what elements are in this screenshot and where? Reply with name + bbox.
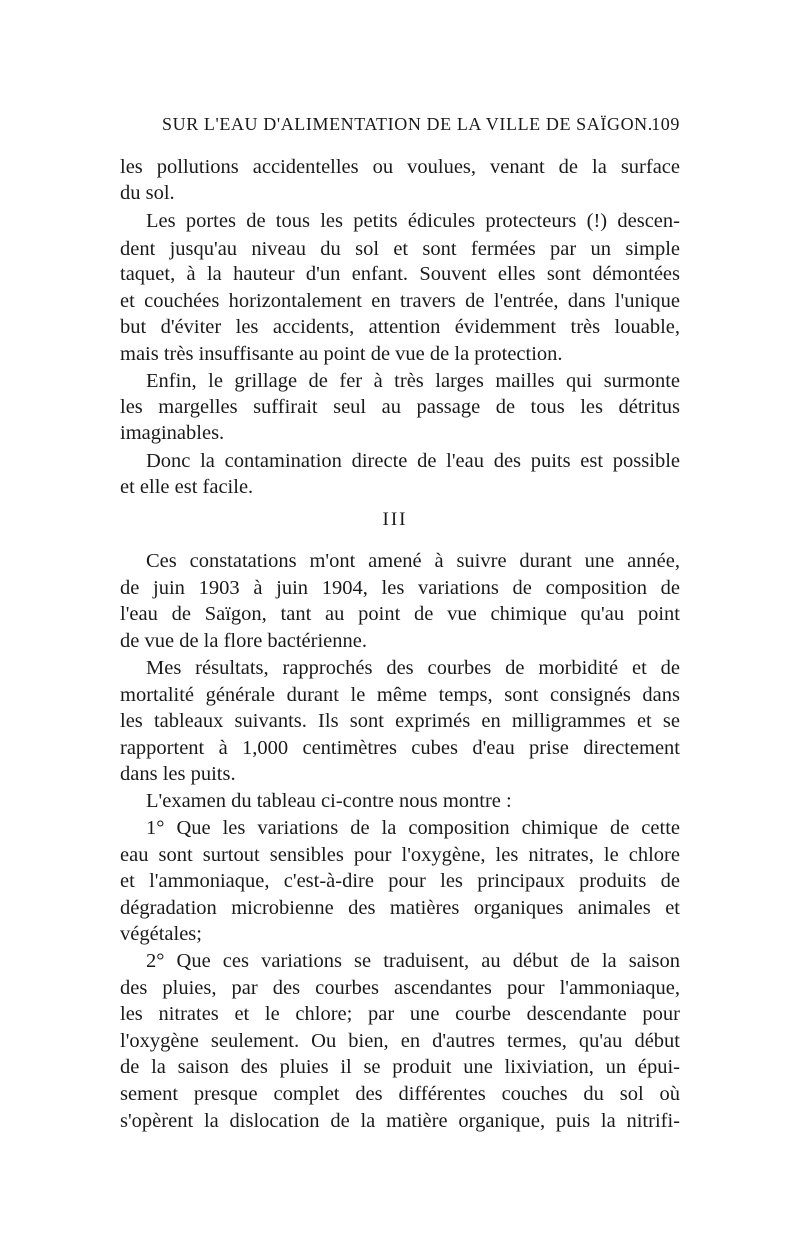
section-heading: III xyxy=(382,509,408,530)
text-line: de vue de la flore bactérienne. xyxy=(120,630,368,652)
text-line: Enfin, le grillage de fer à très larges mailles qui surmonte xyxy=(146,370,680,392)
text-line: eau sont surtout sensibles pour l'oxygène, les nitrates, le chlore xyxy=(120,844,680,866)
text-line: dégradation microbienne des matières organiques animales et xyxy=(120,897,680,919)
running-head xyxy=(145,114,680,140)
text-line: des pluies, par des courbes ascendantes pour l'ammoniaque, xyxy=(120,977,680,999)
text-line: 2° Que ces variations se traduisent, au début de la saison xyxy=(146,950,680,972)
text-line: dent jusqu'au niveau du sol et sont fermées par un simple xyxy=(120,238,680,260)
text-line: mais très insuffisante au point de vue de la protection. xyxy=(120,343,563,365)
text-line: sement presque complet des différentes couches du sol où xyxy=(120,1083,680,1105)
page-number: 109 xyxy=(651,114,680,134)
text-line: imaginables. xyxy=(120,422,225,444)
text-line: rapportent à 1,000 centimètres cubes d'eau prise directement xyxy=(120,737,680,759)
text-line: but d'éviter les accidents, attention évidemment très louable, xyxy=(120,316,680,338)
text-line: les margelles suffirait seul au passage de tous les détritus xyxy=(120,396,680,418)
text-line: végétales; xyxy=(120,923,202,945)
text-line: s'opèrent la dislocation de la matière organique, puis la nitrifi- xyxy=(120,1110,680,1132)
text-line: de juin 1903 à juin 1904, les variations de composition de xyxy=(120,577,680,599)
running-title: SUR L'EAU D'ALIMENTATION DE LA VILLE DE SAÏGON. xyxy=(162,114,653,134)
text-line: Mes résultats, rapprochés des courbes de morbidité et de xyxy=(146,657,680,679)
text-line: l'eau de Saïgon, tant au point de vue chimique qu'au point xyxy=(120,603,680,625)
text-line: les nitrates et le chlore; par une courbe descendante pour xyxy=(120,1003,680,1025)
text-line: et couchées horizontalement en travers de l'entrée, dans l'unique xyxy=(120,290,680,312)
text-line: de la saison des pluies il se produit une lixiviation, un épui- xyxy=(120,1056,680,1078)
text-line: les pollutions accidentelles ou voulues, venant de la surface xyxy=(120,156,680,178)
text-line: dans les puits. xyxy=(120,763,236,785)
text-line: taquet, à la hauteur d'un enfant. Souvent elles sont démontées xyxy=(120,263,680,285)
text-line: 1° Que les variations de la composition chimique de cette xyxy=(146,817,680,839)
text-line: et elle est facile. xyxy=(120,476,254,498)
text-line: Ces constatations m'ont amené à suivre durant une année, xyxy=(146,550,680,572)
text-line: du sol. xyxy=(120,182,175,204)
text-line: et l'ammoniaque, c'est-à-dire pour les principaux produits de xyxy=(120,870,680,892)
text-line: mortalité générale durant le même temps, sont consignés dans xyxy=(120,684,680,706)
text-line: Donc la contamination directe de l'eau des puits est possible xyxy=(146,450,680,472)
text-line: Les portes de tous les petits édicules protecteurs (!) descen- xyxy=(146,210,680,232)
text-line: l'oxygène seulement. Ou bien, en d'autres termes, qu'au début xyxy=(120,1030,680,1052)
text-line: L'examen du tableau ci-contre nous montre : xyxy=(146,790,512,812)
text-line: les tableaux suivants. Ils sont exprimés en milligrammes et se xyxy=(120,710,680,732)
